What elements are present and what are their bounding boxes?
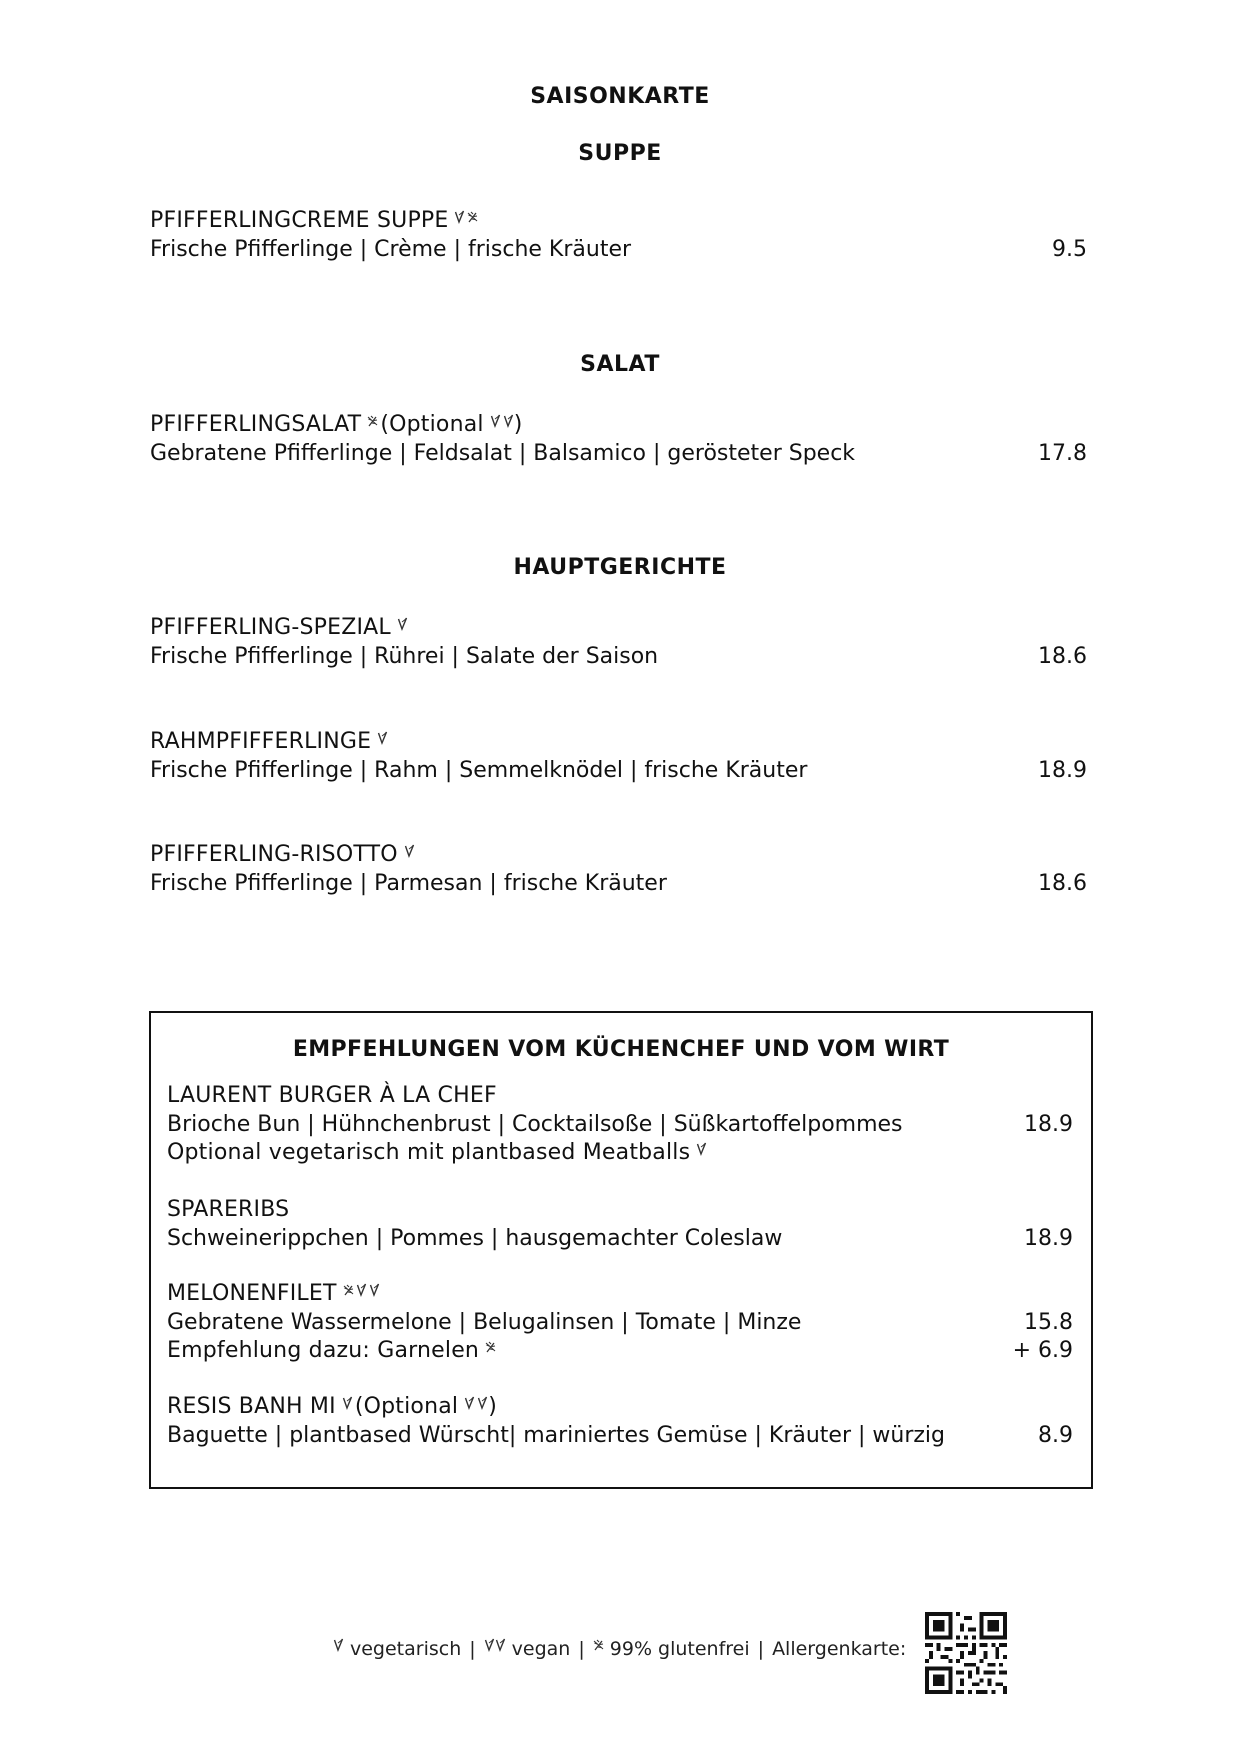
recommendation-item	[167, 1196, 1073, 1253]
glutenfree-icon	[367, 414, 378, 428]
legend-separator: |	[757, 1638, 765, 1660]
legend-vegetarian: vegetarisch	[350, 1638, 462, 1660]
optional-label: (Optional	[354, 1394, 459, 1419]
item-description: Baguette | plantbased Würscht| mariniertes Gemüse | Kräuter | würzig	[167, 1422, 946, 1448]
glutenfree-icon	[485, 1340, 496, 1354]
item-description: Gebratene Pfifferlinge | Feldsalat | Balsamico | gerösteter Speck	[150, 441, 856, 466]
item-name: RESIS BANH MI	[167, 1394, 336, 1419]
menu-item	[150, 410, 1087, 468]
recommendation-item	[167, 1280, 1073, 1366]
vegetarian-icon	[377, 731, 388, 745]
vegetarian-icon	[696, 1142, 707, 1156]
recommendations-title: EMPFEHLUNGEN VOM KÜCHENCHEF UND VOM WIRT	[292, 1037, 950, 1062]
legend-vegan: vegan	[511, 1638, 571, 1660]
recommendations-box	[149, 1011, 1093, 1489]
legend-separator: |	[578, 1638, 585, 1660]
item-price: 15.8	[1024, 1309, 1073, 1335]
vegan-icon	[464, 1396, 475, 1410]
section-title-salat: SALAT	[580, 352, 660, 377]
vegan-icon	[495, 1638, 506, 1652]
optional-close: )	[513, 412, 523, 437]
vegan-icon	[356, 1283, 367, 1297]
vegetarian-icon	[342, 1396, 353, 1410]
item-name: MELONENFILET	[167, 1281, 337, 1306]
item-price: 8.9	[1038, 1422, 1073, 1448]
menu-item	[150, 206, 1087, 264]
vegan-icon	[503, 414, 514, 428]
legend-glutenfree: 99% glutenfrei	[609, 1638, 750, 1660]
legend	[333, 1638, 906, 1660]
item-price: 18.6	[1038, 644, 1087, 669]
menu-item	[150, 613, 1087, 671]
vegan-icon	[490, 414, 501, 428]
page-title: SAISONKARTE	[530, 84, 710, 109]
vegan-icon	[477, 1396, 488, 1410]
qr-code[interactable]	[925, 1612, 1007, 1694]
recommendation-item	[167, 1082, 1073, 1168]
menu-item	[150, 727, 1087, 785]
item-price: 18.6	[1038, 871, 1087, 896]
item-name: RAHMPFIFFERLINGE	[150, 729, 372, 754]
section-title-suppe: SUPPE	[578, 141, 662, 166]
legend-allergen: Allergenkarte:	[772, 1638, 907, 1660]
item-name: PFIFFERLINGSALAT	[150, 412, 362, 437]
vegetarian-icon	[397, 617, 408, 631]
item-note: Empfehlung dazu: Garnelen	[167, 1338, 480, 1363]
section-title-hauptgerichte: HAUPTGERICHTE	[513, 555, 727, 580]
optional-close: )	[488, 1394, 498, 1419]
legend-separator: |	[469, 1638, 476, 1660]
item-price: 18.9	[1024, 1111, 1073, 1137]
item-price: 17.8	[1038, 441, 1087, 466]
vegetarian-icon	[333, 1638, 344, 1652]
item-note: Optional vegetarisch mit plantbased Meatballs	[167, 1140, 691, 1165]
item-name: PFIFFERLINGCREME SUPPE	[150, 208, 449, 233]
item-description: Schweinerippchen | Pommes | hausgemachter Coleslaw	[167, 1225, 783, 1251]
item-name: PFIFFERLING-SPEZIAL	[150, 615, 391, 640]
vegan-icon	[484, 1638, 495, 1652]
item-name: SPARERIBS	[167, 1197, 290, 1222]
glutenfree-icon	[593, 1638, 604, 1652]
menu-item	[150, 840, 1087, 898]
vegan-icon	[369, 1283, 380, 1297]
vegetarian-icon	[454, 210, 465, 224]
item-description: Frische Pfifferlinge | Parmesan | frische Kräuter	[150, 871, 667, 896]
item-description: Frische Pfifferlinge | Rührei | Salate der Saison	[150, 644, 659, 669]
recommendation-item	[167, 1393, 1073, 1450]
glutenfree-icon	[343, 1283, 354, 1297]
item-description: Brioche Bun | Hühnchenbrust | Cocktailsoße | Süßkartoffelpommes	[167, 1111, 903, 1137]
item-description: Frische Pfifferlinge | Rahm | Semmelknödel | frische Kräuter	[150, 758, 808, 783]
item-note-price: + 6.9	[1012, 1338, 1073, 1363]
item-description: Gebratene Wassermelone | Belugalinsen | Tomate | Minze	[167, 1309, 802, 1335]
item-price: 18.9	[1024, 1225, 1073, 1251]
item-description: Frische Pfifferlinge | Crème | frische Kräuter	[150, 237, 632, 262]
glutenfree-icon	[467, 210, 478, 224]
optional-label: (Optional	[380, 412, 484, 437]
item-name: LAURENT BURGER À LA CHEF	[167, 1083, 497, 1108]
item-price: 18.9	[1038, 758, 1087, 783]
vegetarian-icon	[404, 844, 415, 858]
item-price: 9.5	[1052, 237, 1087, 262]
item-name: PFIFFERLING-RISOTTO	[150, 842, 398, 867]
